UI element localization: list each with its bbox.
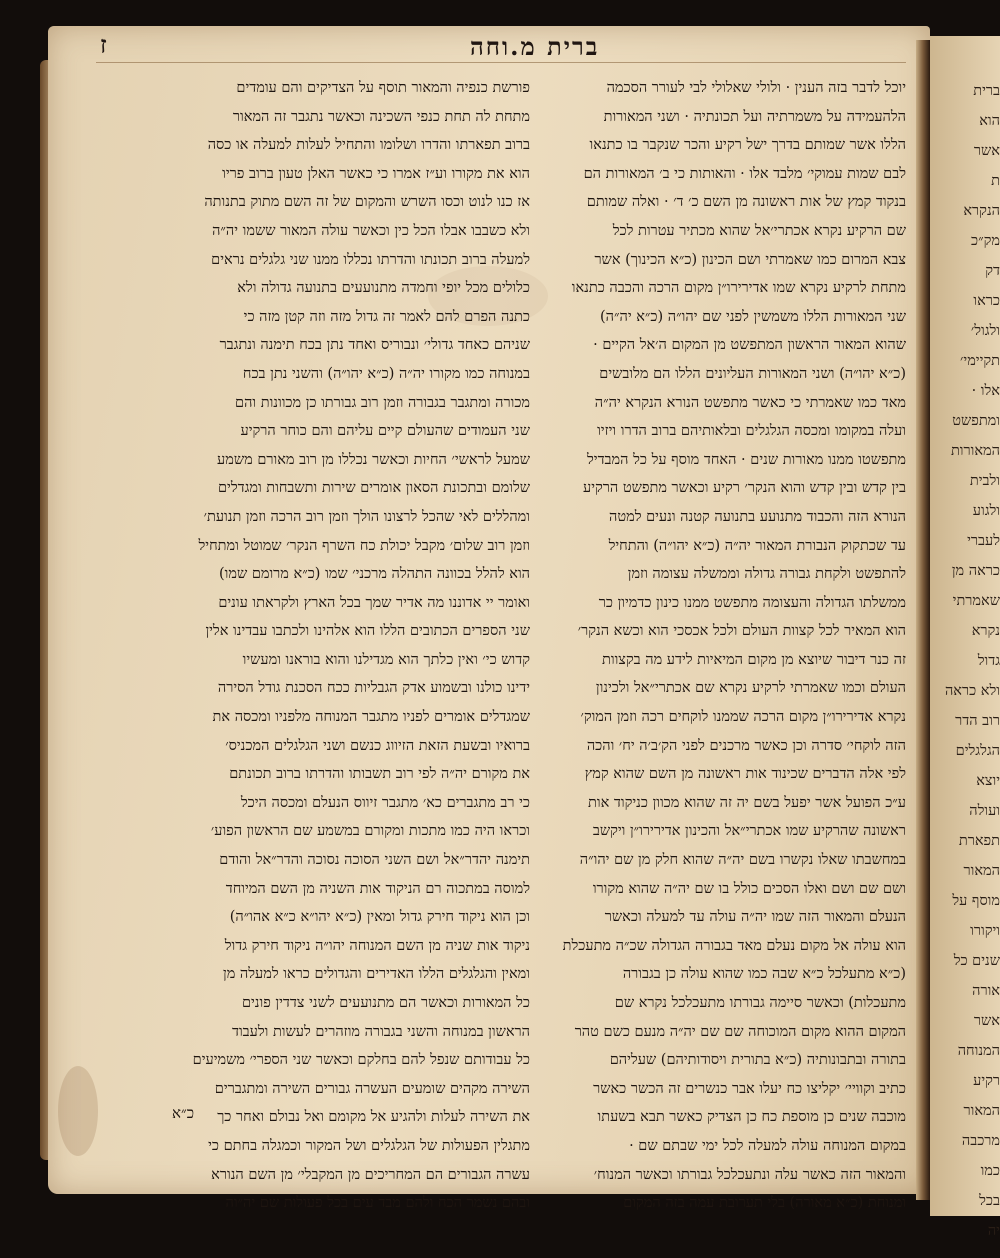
next-page-line: דק bbox=[985, 263, 1000, 279]
text-line: תימנה יהדר״אל ושם השני הסוכה נסוכה והדר״אל והודם bbox=[219, 852, 530, 869]
next-page-line: אשר bbox=[973, 143, 1000, 159]
text-line: לפי אלה הדברים שכינוד אות ראשונה מן השם שהוא קמץ bbox=[584, 766, 906, 783]
text-line: שמגדלים אומרים לפניו מתגבר המנוחה מלפניו ומכסה את bbox=[212, 709, 530, 726]
next-page-line: אלו · bbox=[971, 383, 1000, 399]
next-page-line: המנוחה bbox=[957, 1043, 1000, 1059]
text-line: מתחת לרקיע נקרא שמו אדירירו״ן מקום הרכה והכבה כתנאו bbox=[571, 280, 906, 297]
text-line: קדוש כי׳ ואין כלתך הוא מגדילנו והוא בוראנו ומעשיו bbox=[242, 651, 530, 668]
text-line: (כ״א מתעלכל כ״א שבה כמו שהוא עולה כן בגבורה bbox=[622, 966, 906, 983]
next-page-line: מק״כ bbox=[971, 233, 1000, 249]
text-line: יוכל לדבר בזה הענין · ולולי שאלולי לבי לעורר הסכמה bbox=[606, 80, 906, 96]
text-line: במחשבתו שאלו נקשרו בשם יה״ה שהוא חלק מן שם יהו״ה bbox=[579, 852, 906, 869]
next-page-line: ת bbox=[991, 173, 1000, 189]
text-line: שלומם ובתכונת הסאון אומרים שירות ותשבחות ומגדלים bbox=[217, 480, 530, 497]
text-line: את השירה לעלות ולהגיע אל מקומם ואל נבולם ואחר כך bbox=[217, 1109, 530, 1126]
next-page-line: שאמרתי bbox=[952, 593, 1000, 609]
text-line: הנורא הזה והכבוד מתנועע בתנועה קטנה ונעים למטה bbox=[609, 508, 906, 525]
text-line: ע״כ הפועל אשר יפעל בשם יה זה שהוא מכוון כניקוד אות bbox=[588, 794, 906, 811]
next-page-line: ולגוע bbox=[972, 503, 1000, 519]
next-page-line: המאור bbox=[963, 863, 1000, 879]
text-line: ראשונה שהרקיע שמו אכתרי״אל והכינון אדירירו״ן ויקשב bbox=[592, 823, 906, 840]
next-page-line: ולבית bbox=[969, 473, 1000, 489]
next-page-line: כראו bbox=[973, 293, 1000, 309]
text-line: בתורה ובתבונותיה (כ״א בתורית ויסודותיהם) שעליהם bbox=[609, 1052, 906, 1069]
next-page-line: תפארת bbox=[958, 833, 1000, 849]
text-line: וזמן רוב שלום׳ מקבל יכולת כח השרף הנקר׳ שמוטל ומתחיל bbox=[198, 537, 530, 554]
text-line: הלהעמידה על משמרתיה ועל תכונתיה · ושני המאורות bbox=[603, 108, 906, 125]
text-line: אז כנו לנוט וכסו השרש והמקום של זה השם מתוק בתנותה bbox=[204, 194, 530, 211]
right-text-column bbox=[546, 74, 906, 1218]
next-page-line: רקיע bbox=[973, 1073, 1000, 1089]
next-page-line: מרכבה bbox=[961, 1133, 1000, 1149]
text-line: ומאין והגלגלים הללו האדירים והגדולים כראו למעלה מן bbox=[223, 966, 530, 983]
next-page-line: ולא כראה bbox=[944, 683, 1000, 699]
text-line: מוכבה שנים כן מוספת כח כן הצדיק כאשר תבא בשעתו bbox=[597, 1109, 906, 1126]
text-line: ברואיו ובשעת הזאת הזיווג כנשם ושני הגלגלים המכניס׳ bbox=[225, 737, 530, 754]
header-rule bbox=[96, 62, 906, 63]
next-page-line: ברית bbox=[973, 83, 1000, 99]
text-line: ומהללים לאי שהכל לרצונו הולך וזמן רוב הרכה וזמן תנועת׳ bbox=[203, 508, 530, 525]
running-header: ברית מ.וחה bbox=[470, 32, 600, 61]
next-page-line: הגלגלים bbox=[955, 743, 1000, 759]
next-page-line: שנים כל bbox=[953, 953, 1000, 969]
text-line: שני המאורות הללו משמשין לפני שם יהו״ה (כ״א יה״ה) bbox=[599, 308, 906, 325]
text-line: ניקוד אות שניה מן השם המנוחה יהו״ה ניקוד חירק גדול bbox=[224, 937, 530, 954]
next-page-line: הנקרא bbox=[963, 203, 1000, 219]
text-line: ובהם נשמר הכח ולהם מבד עים בכל פעולות שם יה״וה bbox=[225, 1195, 530, 1212]
text-line: שמעל לראשי׳ החיות וכאשר נכללו מן רוב מאורם משמע bbox=[217, 451, 530, 468]
text-line: ואומר יי אדוננו מה אדיר שמך בכל הארץ ולקראתו עונים bbox=[218, 594, 530, 611]
text-line: להתפשט ולקחת גבורה גדולה וממשלה עצומה וזמן bbox=[627, 566, 906, 583]
text-line: שהוא המאור הראשון המתפשט מן המקום ה׳אל הקיים · bbox=[593, 337, 906, 354]
text-line: למעלה ברוב תכונתו והדרתו נכללו ממנו שני גלגלים נראים bbox=[211, 251, 530, 268]
text-line: נקרא אדירירו״ן מקום הרכה שממנו לוקחים רכה וזמן המוק׳ bbox=[580, 709, 906, 726]
text-line: שניהם כאחד גדולי׳ ונבוריס ואחד נתן בכח תימנה ונתגבר bbox=[219, 337, 530, 354]
text-line: מתגלין הפעולות של הגלגלים ושל המקור וכמגלה בחתם כי bbox=[208, 1137, 530, 1154]
text-line: הללו אשר שמותם בדרך ישל רקיע והכר שנקבר בו כתנאו bbox=[589, 137, 906, 154]
next-page-line: ויקורו bbox=[970, 923, 1000, 939]
stain bbox=[58, 1066, 98, 1156]
text-line: זה כנר דיבור שיוצא מן מקום המיאיות לידע מה בקצוות bbox=[602, 651, 906, 668]
book-binding bbox=[916, 40, 930, 1200]
text-line: כתנה הפרם להם לאמר זה גדול מזה וזה קטן מזה כי bbox=[243, 308, 530, 325]
text-line: כל המאורות וכאשר הם מתנועעים לשני צדדין פונים bbox=[241, 995, 530, 1011]
text-line: העולם וכמו שאמרתי לרקיע נקרא שם אכתרי״אל ולכינון bbox=[595, 680, 906, 697]
text-line: וכראו היה כמו מתכות ומקורם במשמע שם הראשון הפוע׳ bbox=[210, 823, 530, 840]
text-line: השירה מקהים שומעים העשרה גבורים השירה ומתגברים bbox=[214, 1080, 530, 1097]
text-line: פורשת כנפיה והמאור תוסף על הצדיקים והם עומדים bbox=[236, 80, 530, 96]
next-page-line: ולגול׳ bbox=[970, 323, 1000, 339]
text-line: בנקוד קמץ של אות ראשונה מן השם כ׳ ד׳ · ואלה שמותם bbox=[586, 194, 906, 211]
next-page-line: ומתפשט bbox=[952, 413, 1000, 429]
next-page-line: אשר bbox=[973, 1013, 1000, 1029]
next-page-line: ועולה bbox=[969, 803, 1000, 819]
left-text-column bbox=[152, 74, 530, 1218]
text-line: ושם שם ושם ואלו הסכים כולל בו שם יה״ה שהוא מקורו bbox=[592, 880, 906, 897]
next-page-line: נקרא bbox=[971, 623, 1000, 639]
text-line: (כ״א יהו״ה) ושני המאורות העליונים הללו הם מלובשים bbox=[599, 365, 906, 382]
text-line: שני העמודים שהעולם קיים עליהם והם כוחר הרקיע bbox=[240, 423, 530, 440]
text-line: עשרה הגבורים הם המחריכים מן המקבלי׳ מן השם הנורא bbox=[211, 1166, 530, 1183]
text-line: הוא להלל בכוונה התהלה מרכני׳ שמו (כ״א מרומם שמו) bbox=[218, 566, 530, 583]
text-line: שני הספרים הכתובים הללו הוא אלהינו ולכתבו עבדינו אלין bbox=[205, 623, 530, 640]
text-line: מתפשטו ממנו מאורות שנים · האחד מוסף על כל המבדיל bbox=[587, 451, 906, 468]
text-line: במנוחה כמו מקורו יה״ה (כ״א יהו״ה) והשני נתן בכח bbox=[242, 365, 530, 382]
text-line: ידינו כולנו ובשמוע אדק הגבליות ככח הסכנת גודל הסירה bbox=[217, 680, 530, 697]
text-line: צבא המרום כמו שאמרתי ושם הכינון (כ״א הכינוך) אשר bbox=[594, 251, 906, 268]
next-page-line: תקיימי׳ bbox=[960, 353, 1000, 369]
text-line: כתיב וקוויי׳ יקליצו כח יעלו אבר כנשרים זה הכשר כאשר bbox=[593, 1080, 906, 1097]
next-page-line: אורה bbox=[972, 983, 1000, 999]
next-page-line: גדול bbox=[977, 653, 1000, 669]
next-page-line: רוב הדר bbox=[955, 713, 1000, 729]
next-page-line: כראה מן bbox=[951, 563, 1000, 579]
text-line: כי רב מתגברים כא׳ מתגבר זיווס הנעלם ומכסה היכל bbox=[240, 794, 530, 811]
text-line: כל עבודותם שנפל להם בחלקם וכאשר שני הספרי׳ משמיעים bbox=[192, 1052, 530, 1069]
text-line: ברוב תפארתו והדרו ושלומו והתחיל לעלות למעלה או כסה bbox=[207, 137, 530, 154]
next-page-line: הוא bbox=[979, 113, 1000, 129]
text-line: הזה לוקחי׳ סדרה וכן כאשר מרכנים לפני הק׳ב׳ה יח׳ והכה bbox=[586, 737, 906, 754]
next-page-line: המאורות bbox=[950, 443, 1000, 459]
text-line: לבם שמות עמוקי׳ מלבד אלו · והאותות כי ב׳ המאורות הם bbox=[583, 165, 906, 182]
text-line: שם הרקיע נקרא אכתרי׳אל שהוא מכתיר עטרות לכל bbox=[612, 222, 906, 239]
text-line: מאד כמו שאמרתי כי כאשר מתפשט הנורא הנקרא יה״ה bbox=[594, 394, 906, 411]
next-page-line: כמו bbox=[980, 1163, 1000, 1179]
text-line: הוא את מקורו וע״ז אמרו כי כאשר האלן טעון ברוב פריו bbox=[222, 165, 530, 182]
text-line: ממשלתו הגדולה והעצומה מתפשט ממנו כינון כדמיון כר bbox=[598, 594, 906, 611]
next-page-line: המאור bbox=[963, 1103, 1000, 1119]
text-line: מכורה ומתגבר בגבורה וזמן רוב גבורתו כן מכוונות והם bbox=[235, 394, 530, 411]
next-page-line: יה bbox=[987, 1223, 1000, 1239]
text-line: והמאור הזה כאשר עלה ונתעכלכל גבורתו וכאשר המנוח׳ bbox=[593, 1166, 906, 1183]
text-line: מתחת לה תחת כנפי השכינה וכאשר נתגבר זה המאור bbox=[232, 108, 530, 125]
text-line: את מקורם יה״ה לפי רוב תשבותו והדרתו ברוב תכונתם bbox=[229, 766, 530, 783]
text-line: בין קדש ובין קדש והוא הנקר׳ רקיע וכאשר מתפשט הרקיע bbox=[583, 480, 906, 497]
text-line: למוסה במתכוה רם הניקוד אות השניה מן השם המיוחד bbox=[225, 880, 530, 897]
text-line: ועלה במקומו ומכסה הגלגלים ובלאותיהם ברוב הדרו ויזיו bbox=[597, 423, 906, 440]
text-line: הוא המאיר לכל קצוות העולם ולכל אכסכי הוא וכשא הנקר׳ bbox=[577, 623, 906, 640]
next-page-line: לעברי bbox=[967, 533, 1000, 549]
folio-number: ז bbox=[100, 30, 107, 59]
text-line: הראשון במנוחה והשני בגבורה מוזהרים לעשות ולעבוד bbox=[231, 1023, 530, 1040]
text-line: הוא עולה אל מקום נעלם מאד בגבורה הגדולה שכ״ה מתעכלת bbox=[562, 937, 906, 954]
next-page-line: יוצא bbox=[976, 773, 1000, 789]
text-line: המקום ההוא מקום המוכוחה שם שם יה״ה מנעם כשם טהר bbox=[574, 1023, 906, 1040]
text-line: עד שכתקוק הנבורת המאור יה״ה (כ״א יהו״ה) והתחיל bbox=[608, 537, 906, 554]
next-page-line: בכל bbox=[979, 1193, 1000, 1209]
text-line: הנעלם והמאור הזה שמו יה״ה עולה עד למעלה וכאשר bbox=[604, 909, 906, 926]
next-page-text bbox=[930, 76, 1000, 1246]
text-line: מתעכלות) וכאשר סיימה גבורתו מתעכלכל נקרא שם bbox=[614, 995, 906, 1011]
text-line: ולא כשבבו אבלו הכל כין וכאשר עולה המאור ששמו יה״ה bbox=[212, 222, 530, 239]
text-line: ומנוחת (כ״א מאורה) בלי תערובת עמה בזה המקום bbox=[623, 1195, 906, 1212]
text-line: במקום המנוחה עולה למעלה לכל ימי שבתם שם · bbox=[629, 1137, 906, 1154]
next-page-line: מוסף על bbox=[952, 893, 1000, 909]
text-line: כלולים מכל יופי וחמדה מתנועעים בתנועה גדולה ולא bbox=[237, 280, 530, 297]
text-line: וכן הוא ניקוד חירק גדול ומאין (כ״א יהו״א כ״א אהו״ה) bbox=[229, 909, 530, 926]
catchword: כ״א bbox=[172, 1104, 195, 1122]
